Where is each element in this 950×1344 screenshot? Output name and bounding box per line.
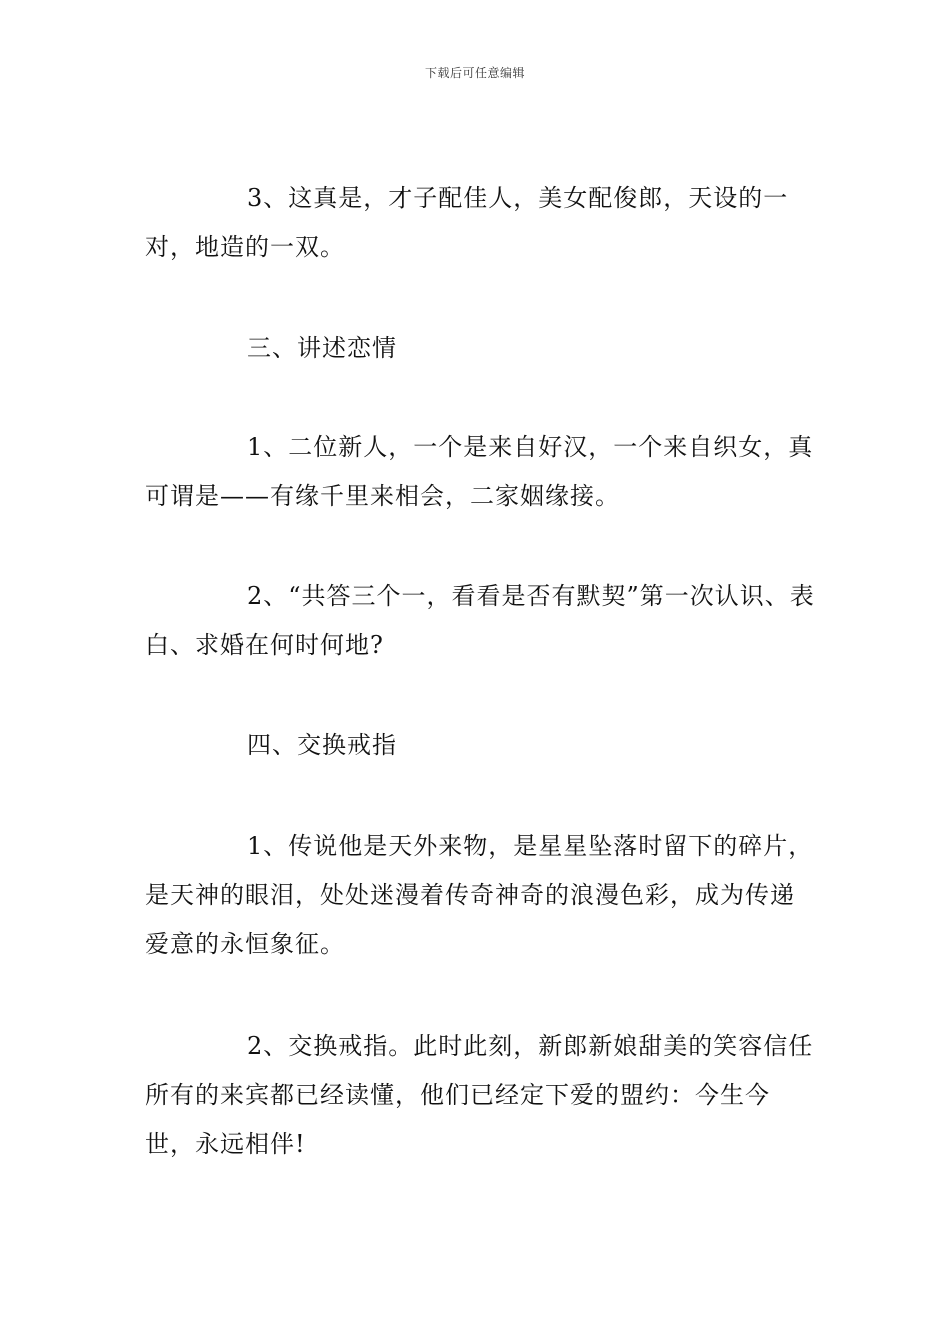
paragraph-three-questions: 2、“共答三个一，看看是否有默契”第一次认识、表白、求婚在何时何地? xyxy=(145,582,815,659)
paragraph-ring-exchange: 2、交换戒指。此时此刻，新郎新娘甜美的笑容信任所有的来宾都已经读懂，他们已经定下爱的盟约：今生今世，永远相伴! xyxy=(145,1032,814,1158)
paragraph-couple-match: 3、这真是，才子配佳人，美女配俊郎，天设的一对，地造的一双。 xyxy=(145,184,789,261)
section-heading-ring-exchange: 四、交换戒指 xyxy=(247,731,397,759)
page-header: 下载后可任意编辑 xyxy=(424,66,525,80)
paragraph-new-couple: 1、二位新人，一个是来自好汉，一个来自织女，真可谓是——有缘千里来相会，二家姻缘接。 xyxy=(145,433,814,510)
paragraph-ring-legend: 1、传说他是天外来物，是星星坠落时留下的碎片，是天神的眼泪，处处迷漫着传奇神奇的浪漫色彩，成为传递爱意的永恒象征。 xyxy=(145,832,814,958)
section-heading-love-story: 三、讲述恋情 xyxy=(247,334,397,362)
